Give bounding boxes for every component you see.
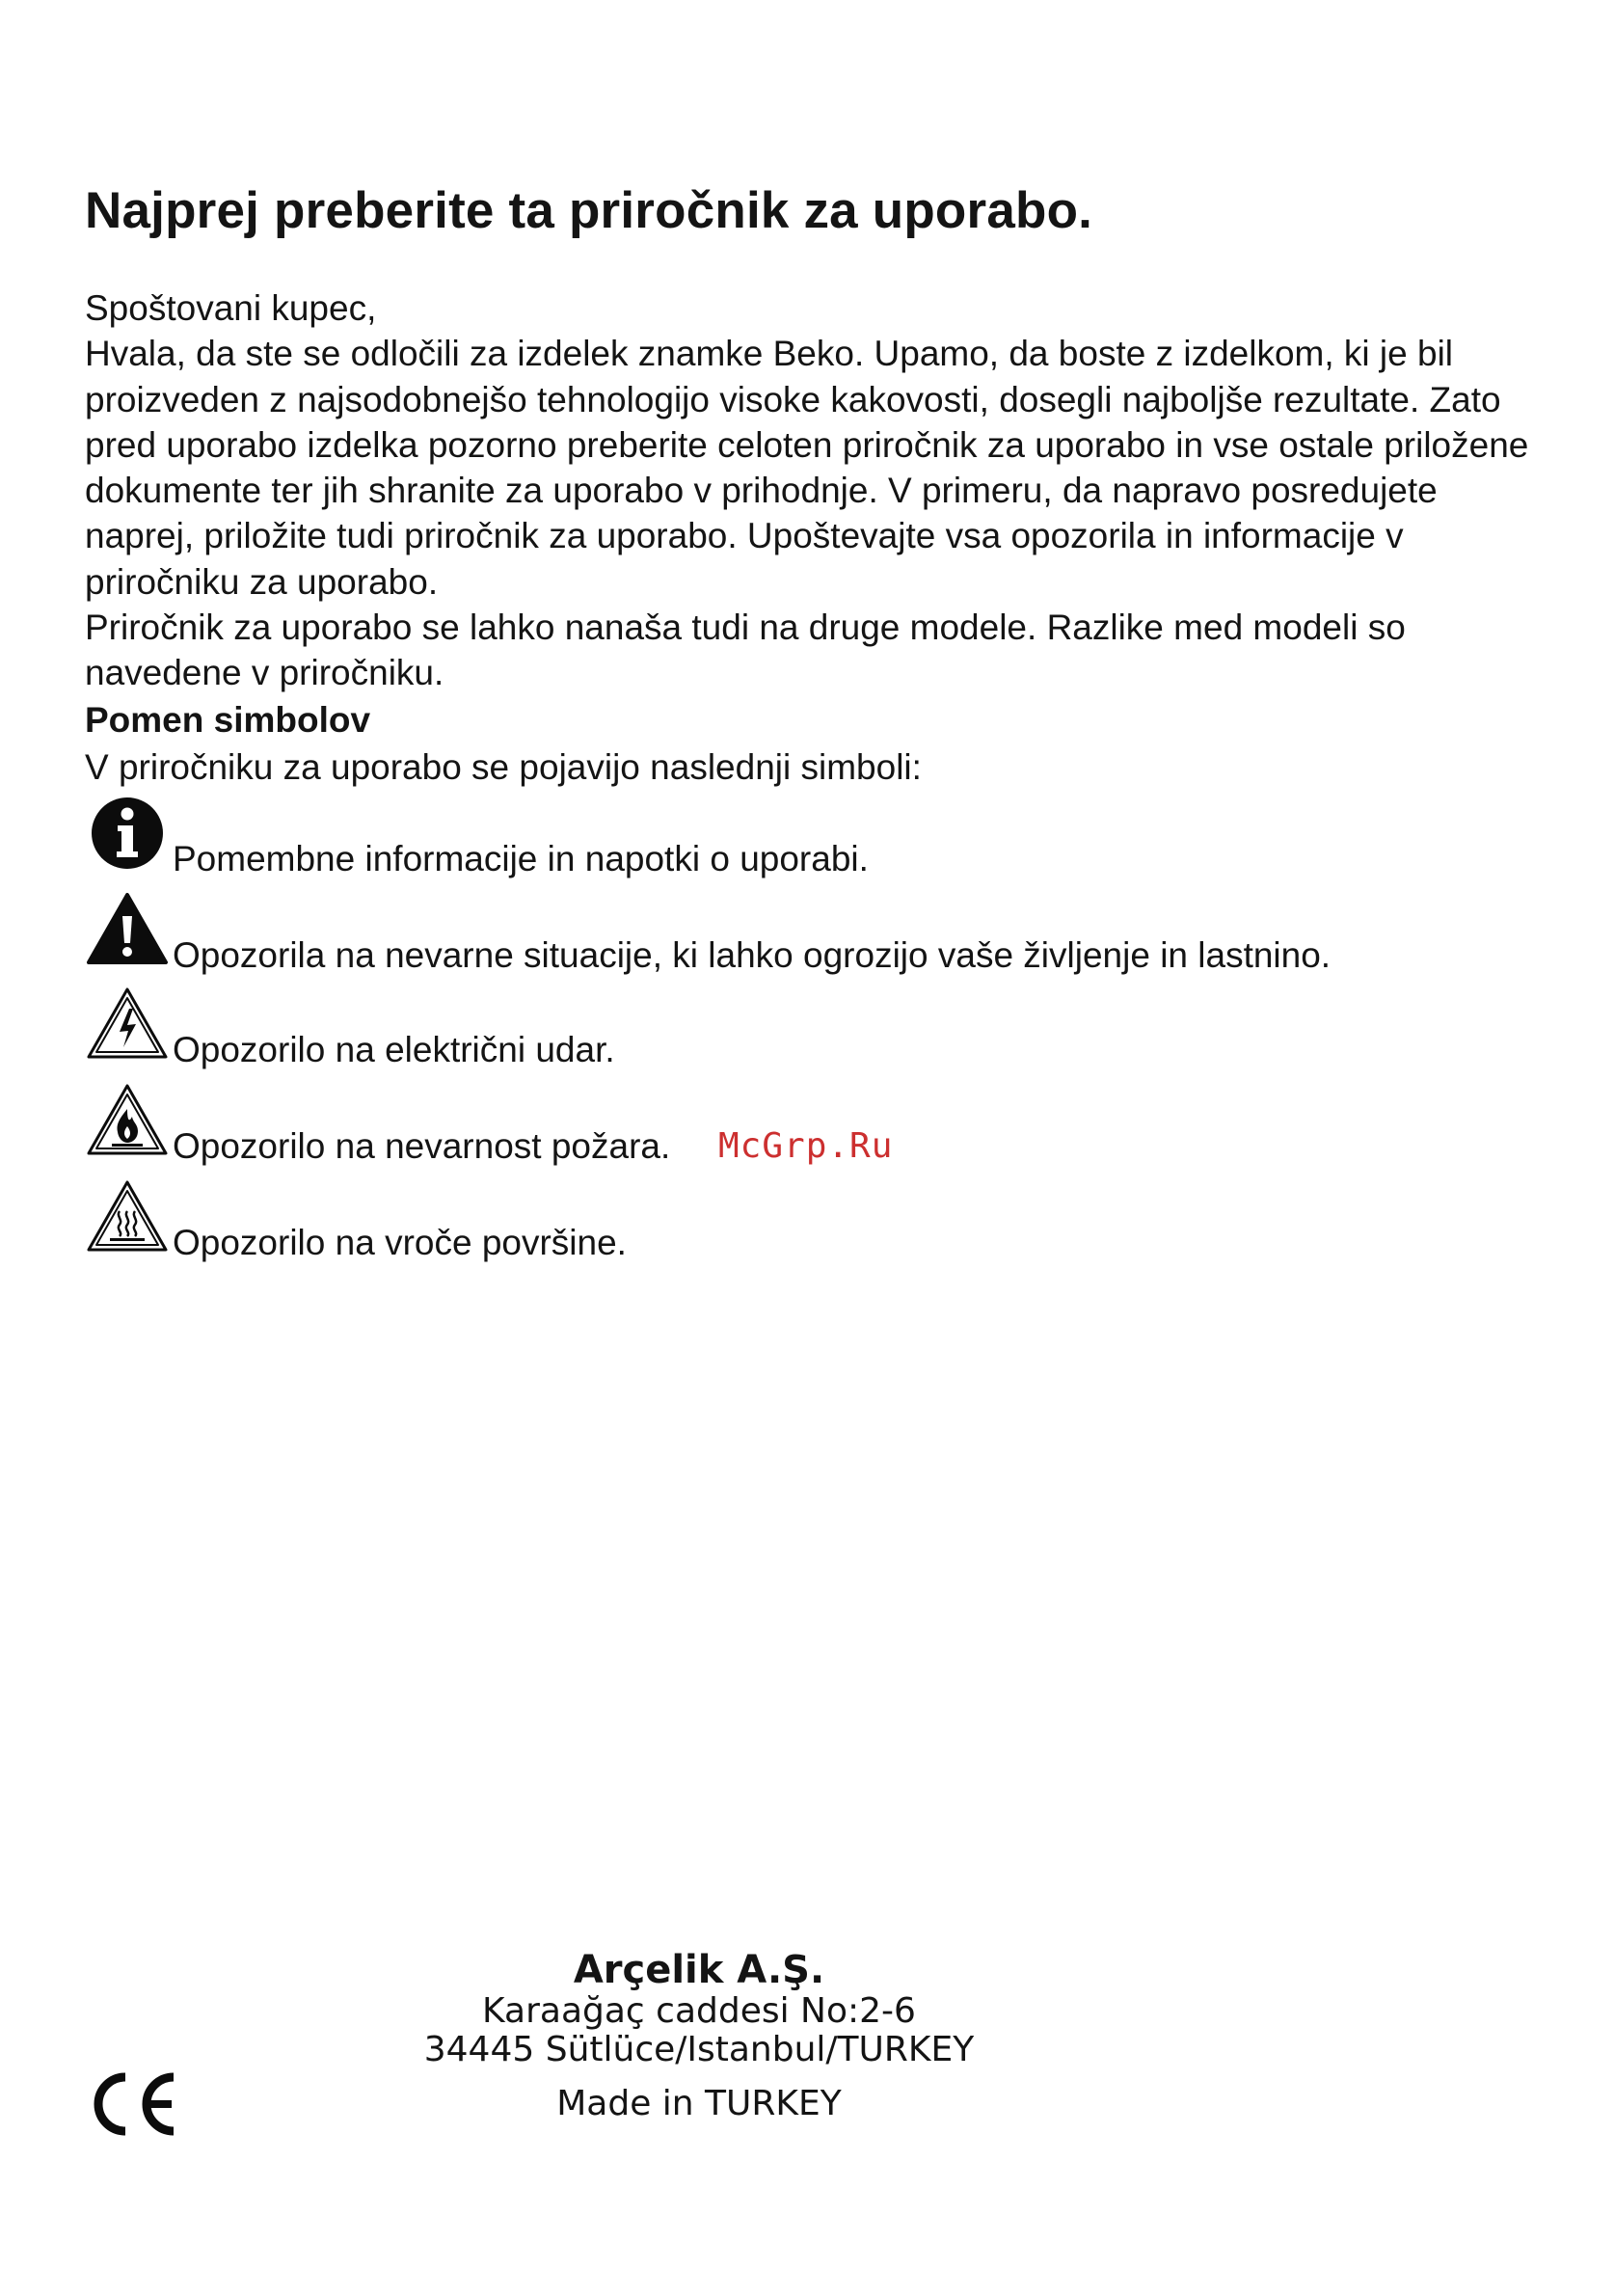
section-intro: V priročniku za uporabo se pojavijo naslednji simboli: [85,747,922,787]
info-icon [85,793,170,874]
intro-paragraph-models: Priročnik za uporabo se lahko nanaša tudi na druge modele. Razlike med modeli so navedene v priročniku. [85,608,1406,693]
made-in: Made in TURKEY [556,2084,842,2123]
hot-surface-icon [85,1176,170,1257]
greeting: Spoštovani kupec, [85,288,377,328]
page-title: Najprej preberite ta priročnik za uporabo. [85,182,1093,239]
symbol-item-electric [85,984,1531,1069]
symbol-label: Opozorilo na električni udar. [173,1030,615,1069]
fire-hazard-icon [85,1080,170,1161]
symbol-label: Opozorilo na vroče površine. [173,1223,627,1262]
symbol-label: Opozorilo na nevarnost požara. [173,1126,671,1166]
symbol-item-info [85,793,1531,878]
company-name: Arçelik A.Ş. [573,1948,825,1992]
intro-text [85,285,1550,696]
symbol-label: Opozorila na nevarne situacije, ki lahko ogrozijo vaše življenje in lastnino. [173,935,1332,975]
section-heading: Pomen simbolov [85,700,371,740]
electric-shock-icon [85,984,170,1065]
street-address: Karaağaç caddesi No:2-6 [482,1991,916,2031]
ce-mark-icon [83,2066,179,2143]
symbol-label: Pomembne informacije in napotki o uporabi. [173,839,869,878]
city-address: 34445 Sütlüce/Istanbul/TURKEY [423,2030,975,2069]
symbol-item-hot-surface [85,1176,1531,1262]
warning-icon [85,889,170,970]
intro-paragraph: Hvala, da ste se odločili za izdelek znamke Beko. Upamo, da boste z izdelkom, ki je bil proizveden z najsodobnejšo tehnologijo visoke kakovosti, dosegli najboljše rezultate. Zato pred uporabo izdelka pozorno preberite celoten priročnik za uporabo in vse ostale priložene dokumente ter jih shranite za uporabo v prihodnje. V primeru, da napravo posredujete naprej, priložite tudi priročnik za uporabo. Upoštevajte vsa opozorila in informacije v priročniku za uporabo. [85,334,1529,602]
symbol-item-warning [85,889,1531,975]
watermark: McGrp.Ru [718,1126,894,1166]
manufacturer-address [405,1948,993,2123]
